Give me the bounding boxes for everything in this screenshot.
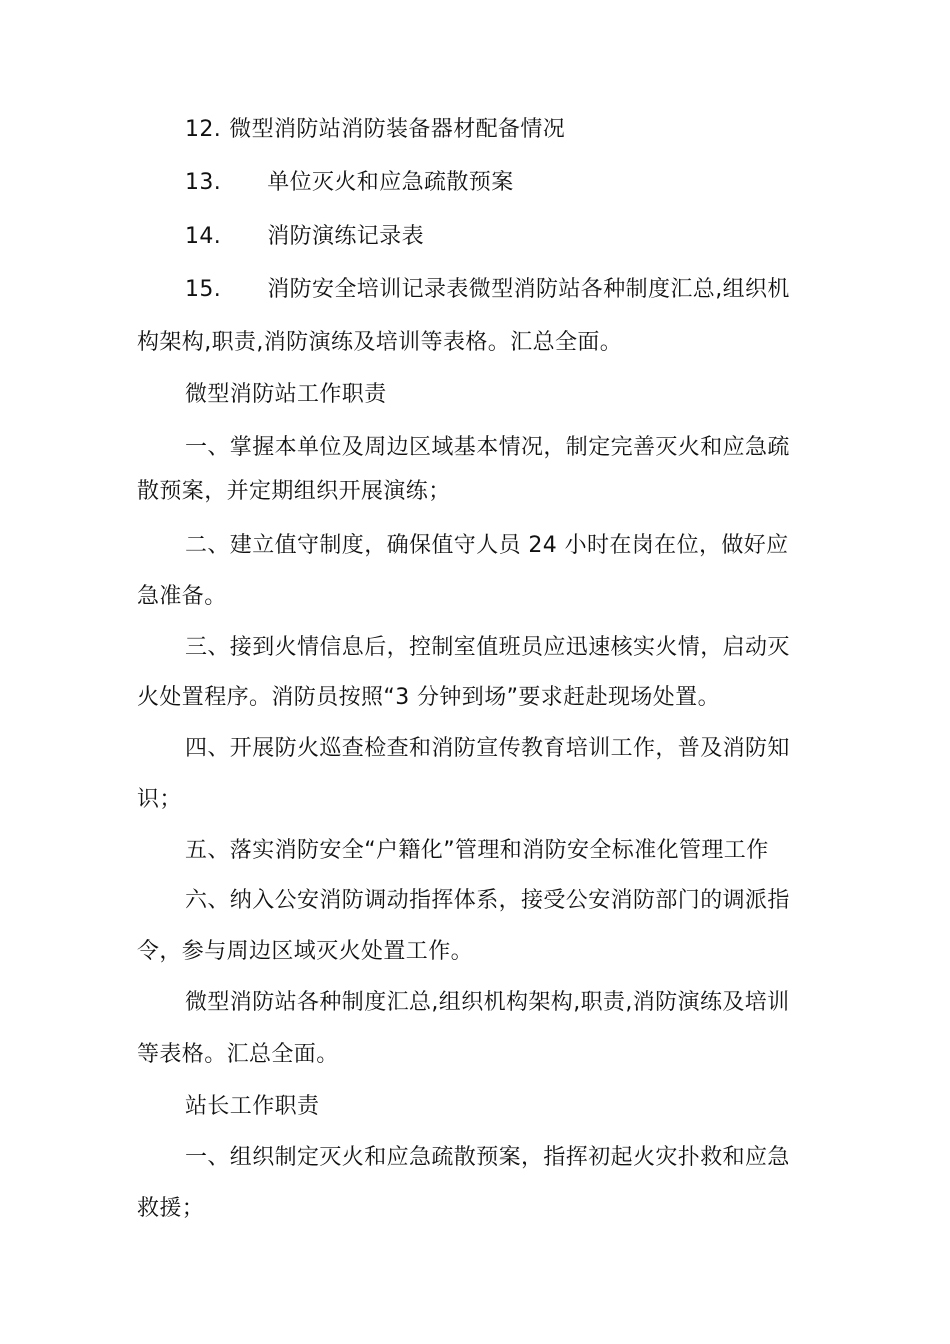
list-number: 13. (185, 170, 222, 195)
list-text: 单位灭火和应急疏散预案 (267, 170, 514, 195)
paragraph-line: 等表格。汇总全面。 (137, 1042, 339, 1067)
paragraph-line: 一、掌握本单位及周边区域基本情况，制定完善灭火和应急疏 (185, 435, 790, 460)
section-heading: 微型消防站工作职责 (185, 382, 387, 407)
list-text: 消防演练记录表 (267, 224, 424, 249)
list-item-15-continuation: 构架构,职责,消防演练及培训等表格。汇总全面。 (137, 330, 623, 355)
list-number: 14. (185, 224, 222, 249)
paragraph-line: 散预案，并定期组织开展演练； (137, 479, 451, 504)
list-number: 15. (185, 277, 222, 302)
paragraph-line: 四、开展防火巡查检查和消防宣传教育培训工作，普及消防知 (185, 736, 790, 761)
list-text: 微型消防站消防装备器材配备情况 (229, 117, 566, 142)
paragraph-line: 一、组织制定灭火和应急疏散预案，指挥初起火灾扑救和应急 (185, 1145, 790, 1170)
paragraph-line: 微型消防站各种制度汇总,组织机构架构,职责,消防演练及培训 (185, 990, 790, 1015)
paragraph-line: 六、纳入公安消防调动指挥体系，接受公安消防部门的调派指 (185, 888, 790, 913)
paragraph-line: 二、建立值守制度，确保值守人员 24 小时在岗在位，做好应 (185, 533, 789, 558)
list-item-15 (185, 275, 875, 305)
paragraph-line: 三、接到火情信息后，控制室值班员应迅速核实火情，启动灭 (185, 635, 790, 660)
paragraph-line: 令，参与周边区域灭火处置工作。 (137, 939, 474, 964)
list-text: 消防安全培训记录表微型消防站各种制度汇总,组织机 (267, 277, 790, 302)
section-heading: 站长工作职责 (185, 1094, 320, 1119)
list-item-13 (185, 168, 875, 198)
paragraph-line: 救援； (137, 1196, 205, 1221)
list-item-14 (185, 222, 875, 252)
paragraph-line: 五、落实消防安全“户籍化”管理和消防安全标准化管理工作 (185, 838, 769, 863)
paragraph-line: 识； (137, 787, 182, 812)
paragraph-line: 火处置程序。消防员按照“3 分钟到场”要求赶赴现场处置。 (137, 685, 720, 710)
paragraph-line: 急准备。 (137, 584, 227, 609)
list-item-12 (185, 115, 875, 145)
list-number: 12. (185, 117, 222, 142)
